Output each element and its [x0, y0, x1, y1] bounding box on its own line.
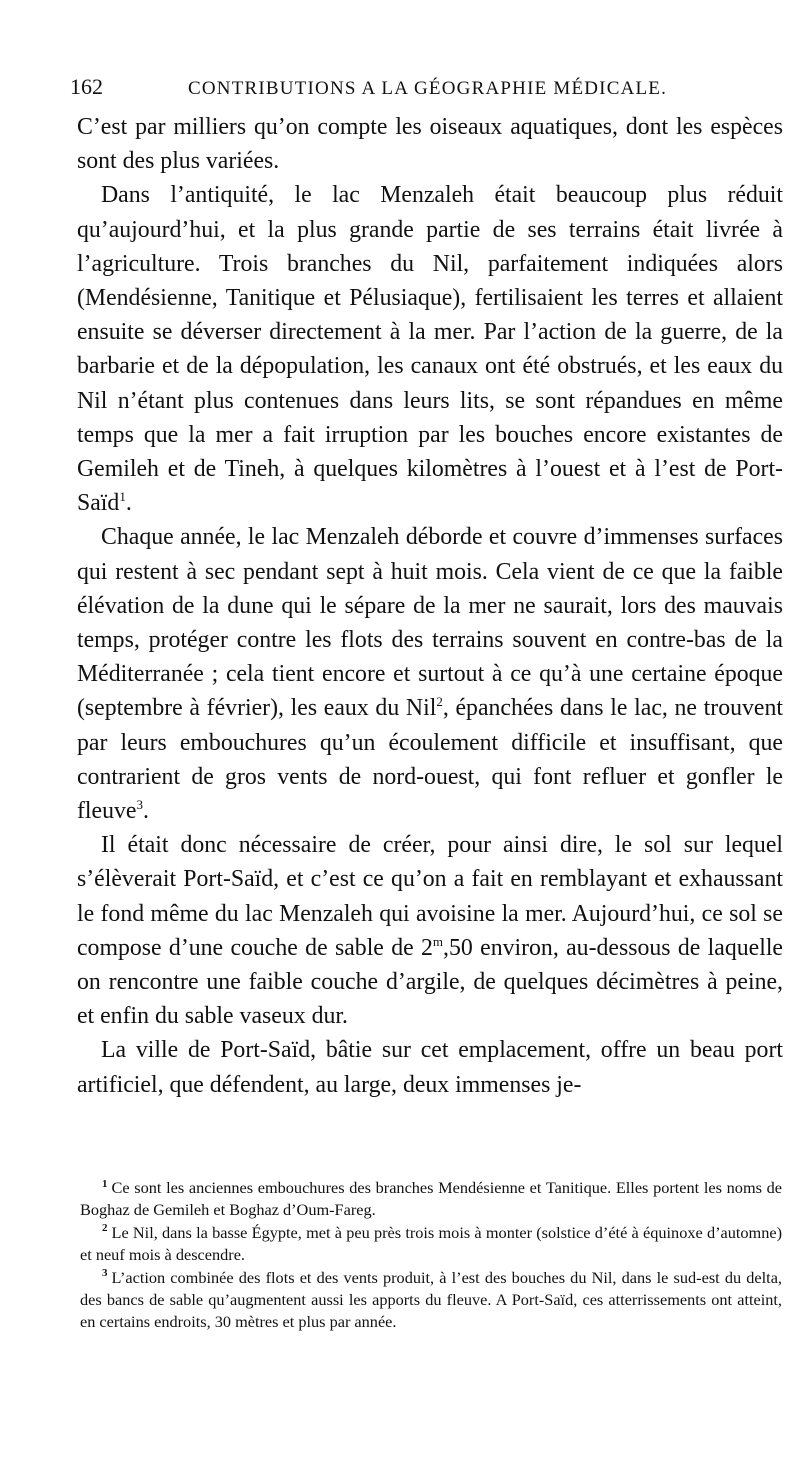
footnote-2-mark: 2	[102, 1222, 108, 1235]
footnote-ref-2: 2	[436, 694, 443, 710]
footnote-2	[80, 1222, 782, 1267]
paragraph-1-text: C’est par milliers qu’on compte les oiseaux aquatiques, dont les espèces sont des plus variées.	[77, 114, 783, 175]
footnote-3	[80, 1267, 782, 1334]
body-text	[77, 110, 783, 1102]
paragraph-4-text-b: ,50 environ, au-dessous de laquelle on rencontre une faible couche d’argile, de quelques décimètres à peine, et enfin du sable vaseux dur.	[77, 934, 783, 1030]
paragraph-5-text: La ville de Port-Saïd, bâtie sur cet emplacement, offre un beau port artificiel, que défendent, au large, deux immenses je-	[77, 1037, 783, 1098]
footnote-1-mark: 1	[102, 1177, 108, 1190]
paragraph-1	[77, 110, 783, 178]
paragraph-2-text: Dans l’antiquité, le lac Menzaleh était beaucoup plus réduit qu’aujourd’hui, et la plus grande partie de ses terrains était livrée à l’agriculture. Trois branches du Nil, parfaitement indiquées alors (Mendésienne, Tanitique et Pélusiaque), fertilisaient les terres et allaient ensuite se déverser directement à la mer. Par l’action de la guerre, de la barbarie et de la dépopulation, les canaux ont été obstrués, et les eaux du Nil n’étant plus contenues dans leurs lits, se sont répandues en même temps que la mer a fait irruption par les bouches encore existantes de Gemileh et de Tineh, à quelques kilomètres à l’ouest et à l’est de Port-Saïd	[77, 182, 783, 517]
footnotes	[80, 1177, 782, 1334]
paragraph-2	[77, 178, 783, 520]
paragraph-2-end: .	[125, 490, 132, 517]
running-title: CONTRIBUTIONS A LA GÉOGRAPHIE MÉDICALE.	[188, 78, 668, 99]
paragraph-3-text-b: , épanchées dans le lac, ne trouvent par leurs embouchures qu’un écoulement difficile et insuffisant, que contrarient de gros vents de nord-ouest, qui font refluer et gonfler le fleuve	[77, 695, 783, 825]
footnote-3-text: L’action combinée des flots et des vents produit, à l’est des bouches du Nil, dans le sud-est du delta, des bancs de sable qu’augmentent aussi les apports du fleuve. A Port-Saïd, ces atterrissements ont atteint, en certains endroits, 30 mètres et plus par année.	[80, 1267, 782, 1332]
page-header	[70, 72, 780, 112]
unit-metres: m	[432, 933, 444, 949]
paragraph-4-text-a: Il était donc nécessaire de créer, pour ainsi dire, le sol sur lequel s’élèverait Port-Saïd, et c’est ce qu’on a fait en remblayant et exhaussant le fond même du lac Menzaleh qui avoisine la mer. Aujourd’hui, ce sol se compose d’une couche de sable de 2	[77, 832, 783, 961]
footnote-1	[80, 1177, 782, 1222]
paragraph-3	[77, 520, 783, 828]
footnote-3-mark: 3	[102, 1267, 108, 1280]
paragraph-5	[77, 1033, 783, 1101]
page-number: 162	[70, 74, 103, 99]
paragraph-4	[77, 828, 783, 1033]
footnote-1-text: Ce sont les anciennes embouchures des branches Mendésienne et Tanitique. Elles portent les noms de Boghaz de Gemileh et Boghaz d’Oum-Fareg.	[80, 1178, 782, 1220]
footnote-ref-1: 1	[119, 489, 126, 505]
paragraph-3-text-a: Chaque année, le lac Menzaleh déborde et couvre d’immenses surfaces qui restent à sec pendant sept à huit mois. Cela vient de ce que la faible élévation de la dune qui le sépare de la mer ne saurait, lors des mauvais temps, protéger contre les flots des terrains souvent en contre-bas de la Méditerranée ; cela tient encore et surtout à ce qu’à une certaine époque (septembre à février), les eaux du Nil	[77, 524, 783, 722]
footnote-ref-3: 3	[136, 797, 143, 813]
paragraph-3-end: .	[142, 798, 149, 825]
footnote-2-text: Le Nil, dans la basse Égypte, met à peu près trois mois à monter (solstice d’été à équinoxe d’automne) et neuf mois à descendre.	[80, 1222, 782, 1265]
